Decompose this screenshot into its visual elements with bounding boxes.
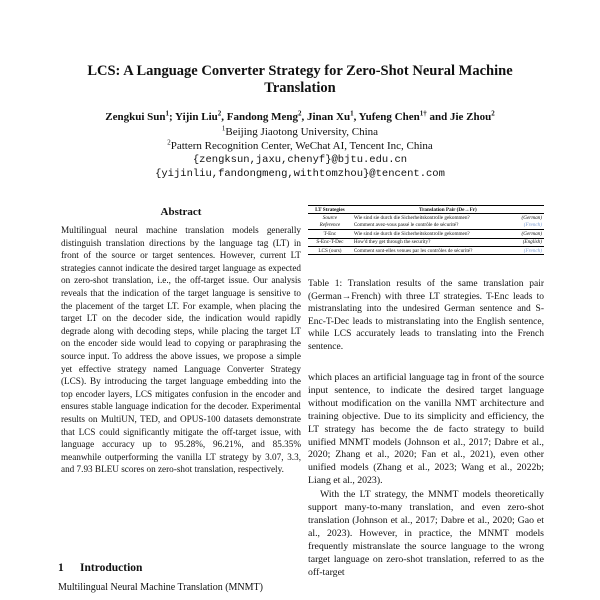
- table-row: S-Enc-T-Dec How'd they get through the security? (English): [308, 238, 544, 246]
- table-caption: Table 1: Translation results of the same translation pair (German→French) with three LT strategies. T-Enc leads to mistranslating into the undesired German sentence and S-Enc-T-Dec leads to mistranslating into the English sentence, while LCS accurately leads to translating into the French sentence.: [308, 279, 544, 352]
- author: and Jie Zhou: [429, 111, 492, 123]
- table-row: Reference Comment avez-vous passé le contrôle de sécurité? (French): [319, 222, 542, 229]
- abstract-text: Multilingual neural machine translation models generally distinguish translation directions by the language tag (LT) in front of the source or target sentences. However, current LT strategies cannot indicate the desired target language as expected on zero-shot translation, i.e., the off-target issue. Our analysis reveals that the indication of the target language is sensitive to the placement of the target LT. For example, when placing the target LT on the decoder side, the indication would rapidly degrade along with decoding steps, while placing the target LT on the encoder side would lead to copying or paraphrasing the source input. To address the above issues, we propose a simple yet effective strategy named Language Converter Strategy (LCS). By introducing the target language embedding into the top encoder layers, LCS mitigates confusion in the encoder and ensures stable language indication for the decoder. Experimental results on MultiUN, TED, and OPUS-100 datasets demonstrate that LCS could significantly mitigate the off-target issue, with language accuracy up to 95.28%, 96.21%, and 85.35% meanwhile outperforming the vanilla LT strategy by 3.07, 3.3, and 7.93 BLEU scores on zero-shot translation, respectively.: [61, 225, 301, 475]
- email-line-2: {yijinliu,fandongmeng,withtomzhou}@tencent.com: [155, 168, 445, 180]
- affiliation-2: $^2$Pattern Recognition Center, WeChat AI, Tencent Inc, China: [167, 138, 433, 152]
- paper-title: LCS: A Language Converter Strategy for Zero-Shot Neural Machine Translation: [87, 63, 513, 96]
- table-row: LCS (ours) Comment sont-elles venues par les contrôles de sécurité? (French): [308, 247, 544, 255]
- author-list: Zengkui Sun$^1$; Yijin Liu$^2$, Fandong Meng$^2$, Jinan Xu$^1$, Yufeng Chen$^{1\dagger}$ and Jie Zhou$^2$: [105, 109, 495, 123]
- introduction-text: Multilingual Neural Machine Translation (MNMT): [58, 582, 263, 593]
- affiliation-1: $^1$Beijing Jiaotong University, China: [221, 124, 379, 138]
- author: Fandong Meng: [226, 111, 298, 123]
- table-header-pair: Translation Pair (De→Fr): [419, 206, 477, 213]
- abstract-heading: Abstract: [160, 206, 202, 218]
- table-header-strategy: LT Strategies: [315, 206, 345, 213]
- results-table: [308, 205, 544, 255]
- email-line-1: {zengksun,jaxu,chenyf}@bjtu.edu.cn: [192, 154, 408, 166]
- section-heading-introduction: 1 Introduction: [58, 562, 143, 574]
- author: Yufeng Chen: [358, 111, 420, 123]
- author: Jinan Xu: [306, 111, 351, 123]
- table-row: T-Enc Wie sind sie durch die Sicherheitskontrolle gekommen? (German): [308, 230, 544, 238]
- table-row: Source Wie sind sie durch die Sicherheitskontrolle gekommen? (German): [308, 214, 544, 222]
- right-column-body: [308, 372, 544, 580]
- body-paragraph: which places an artificial language tag in front of the source input sentence, to indicate the desired target language without modification on the vanilla NMT architecture and training objective. Due to its simplicity and efficiency, the LT strategy has become the de facto strategy to build unified MNMT models (Johnson et al., 2017; Dabre et al., 2020; Zhang et al., 2020; Fan et al., 2021), even other unified models (Zhang et al., 2023; Wang et al., 2022b; Liang et al., 2023).: [308, 372, 544, 487]
- body-paragraph: With the LT strategy, the MNMT models theoretically support many-to-many translation, and even zero-shot translation (Johnson et al., 2017; Dabre et al., 2020; Gao et al., 2023). However, in practice, the MNMT models frequently mistranslate the source language to the wrong target language on zero-shot translation, referred to as the off-target: [308, 489, 544, 578]
- author: Yijin Liu: [175, 111, 218, 123]
- author: Zengkui Sun: [105, 111, 166, 123]
